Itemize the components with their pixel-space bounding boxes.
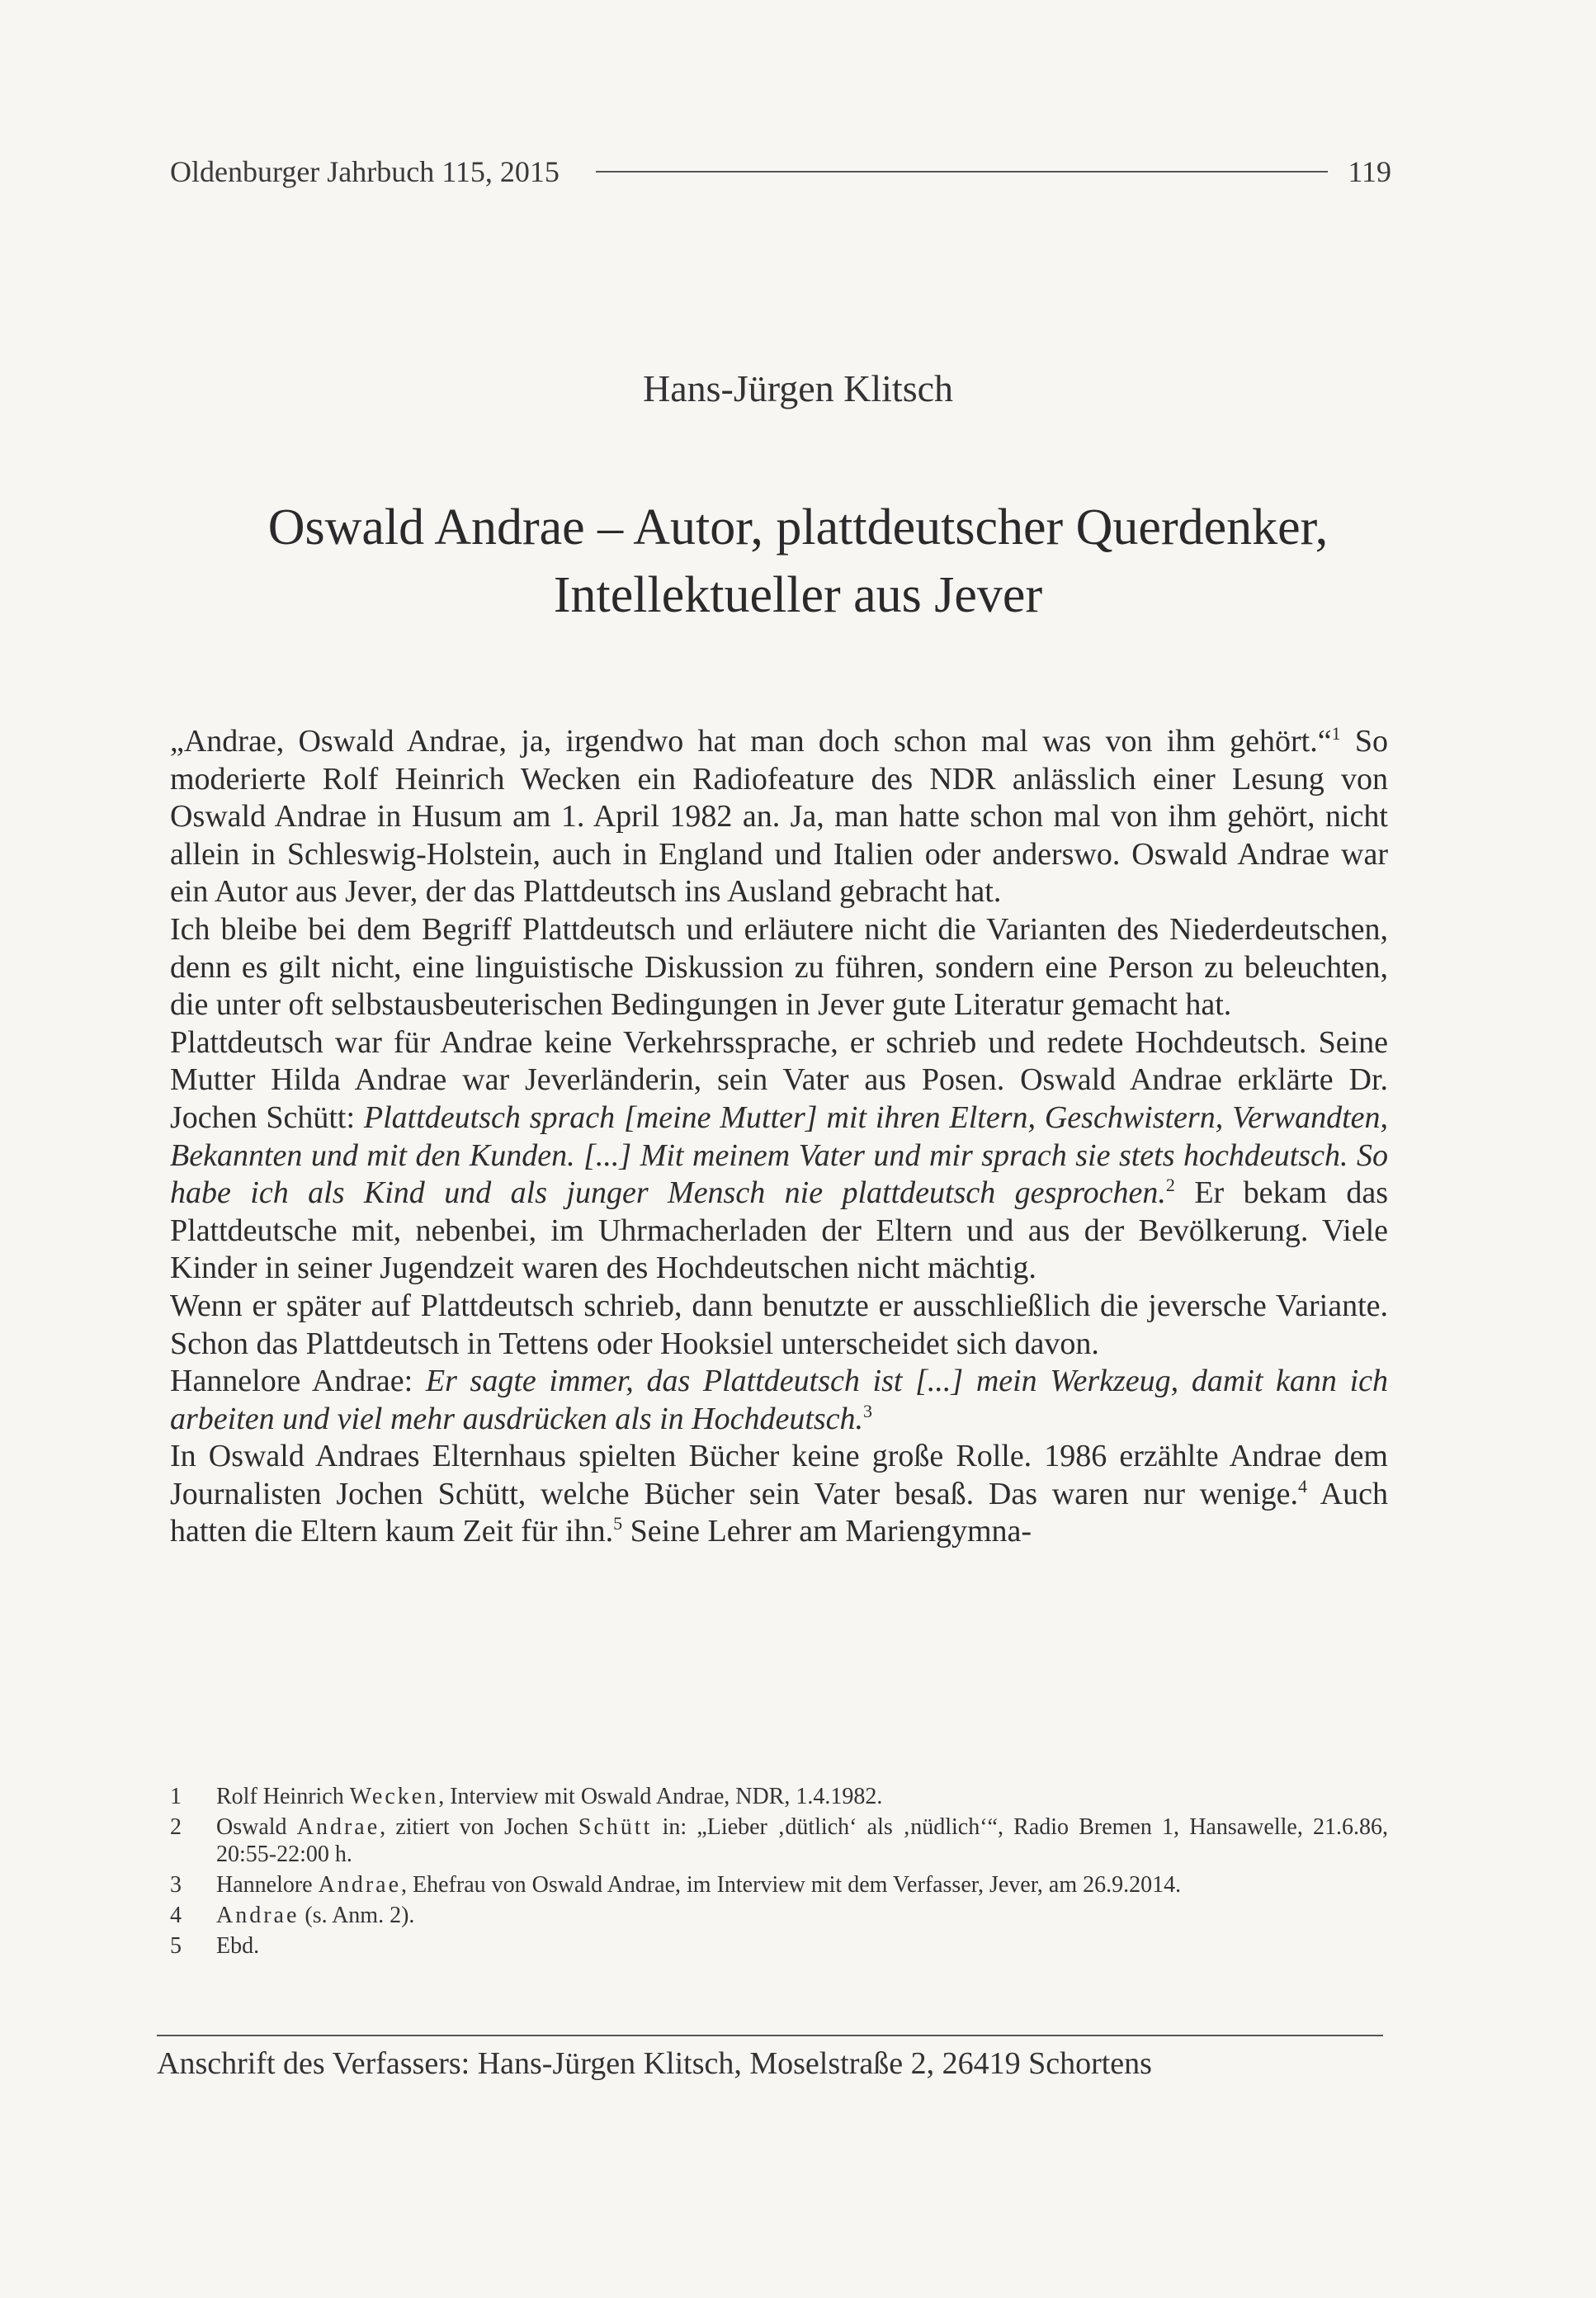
header-rule <box>596 171 1328 173</box>
paragraph-1: „Andrae, Oswald Andrae, ja, irgendwo hat man doch schon mal was von ihm gehört.“$^1$ So moderierte Rolf Heinrich Wecken ein Radiofeature des NDR anlässlich einer Lesung von Oswald Andrae in Husum am 1. April 1982 an. Ja, man hatte schon mal von ihm gehört, nicht allein in Schleswig-Holstein, auch in England und Italien oder anderswo. Oswald Andrae war ein Autor aus Jever, der das Plattdeutsch ins Ausland gebracht hat. <box>170 723 1388 910</box>
footnotes <box>170 1783 1388 1963</box>
quote: Er sagte immer, das Plattdeutsch ist [...] mein Werkzeug, damit kann ich arbeiten und viel mehr ausdrücken als in Hochdeutsch. <box>170 1364 1389 1436</box>
journal-title: Oldenburger Jahrbuch 115, 2015 <box>170 155 560 188</box>
footnote: 4 Andrae (s. Anm. 2). <box>170 1903 415 1928</box>
footnote: 1 Rolf Heinrich Wecken, Interview mit Oswald Andrae, NDR, 1.4.1982. <box>170 1784 883 1809</box>
paragraph-4: Wenn er später auf Plattdeutsch schrieb, dann benutzte er ausschließlich die jeversche Variante. Schon das Plattdeutsch in Tettens oder Hooksiel unterscheidet sich davon. <box>170 1288 1388 1361</box>
footnote-ref: 1 <box>1331 723 1341 744</box>
address-rule <box>157 2035 1383 2036</box>
footnote-ref: 5 <box>613 1513 623 1534</box>
title-line-2: Intellektueller aus Jever <box>553 567 1043 623</box>
quote: Plattdeutsch sprach [meine Mutter] mit ihren Eltern, Geschwistern, Verwandten, Bekannten und mit den Kunden. [...] Mit meinem Vater und mir sprach sie stets hochdeutsch. So habe ich als Kind und als junger Mensch nie plattdeutsch gesprochen. <box>170 1099 1388 1211</box>
running-header <box>170 147 1391 196</box>
footnote-ref: 3 <box>863 1400 873 1421</box>
paragraph-2: Ich bleibe bei dem Begriff Plattdeutsch und erläutere nicht die Varianten des Niederdeutschen, denn es gilt nicht, eine linguistische Diskussion zu führen, sondern eine Person zu beleuchten, die unter oft selbstausbeuterischen Bedingungen in Jever gute Literatur gemacht hat. <box>170 911 1388 1023</box>
page-number: 119 <box>1348 155 1391 188</box>
author-address: Anschrift des Verfassers: Hans-Jürgen Klitsch, Moselstraße 2, 26419 Schortens <box>157 2046 1152 2081</box>
article-author: Hans-Jürgen Klitsch <box>642 367 954 409</box>
paragraph-6: In Oswald Andraes Elternhaus spielten Bücher keine große Rolle. 1986 erzählte Andrae dem Journalisten Jochen Schütt, welche Bücher sein Vater besaß. Das waren nur wenige.$^4$ Auch hatten die Eltern kaum Zeit für ihn.$^5$ Seine Lehrer am Mariengymna- <box>170 1439 1388 1549</box>
footnote: 3 Hannelore Andrae, Ehefrau von Oswald Andrae, im Interview mit dem Verfasser, Jever, am 26.9.2014. <box>170 1872 1182 1898</box>
paragraph-5: Hannelore Andrae: Er sagte immer, das Plattdeutsch ist [...] mein Werkzeug, damit kann ich arbeiten und viel mehr ausdrücken als in Hochdeutsch.$^3$ <box>170 1364 1389 1436</box>
title-line-1: Oswald Andrae – Autor, plattdeutscher Querdenker, <box>267 499 1329 556</box>
article-title <box>165 494 1431 629</box>
footnote: 2 Oswald Andrae, zitiert von Jochen Schütt in: „Lieber ‚dütlich‘ als ‚nüdlich‘“, Radio Bremen 1, Hansawelle, 21.6.86, 20:55-22:00 h. <box>170 1814 1388 1867</box>
footnote-ref: 2 <box>1165 1175 1175 1196</box>
footnote: 5 Ebd. <box>170 1933 260 1959</box>
paragraph-3: Plattdeutsch war für Andrae keine Verkehrssprache, er schrieb und redete Hochdeutsch. Seine Mutter Hilda Andrae war Jeverländerin, sein Vater aus Posen. Oswald Andrae erklärte Dr. Jochen Schütt: Plattdeutsch sprach [meine Mutter] mit ihren Eltern, Geschwistern, Verwandten, Bekannten und mit den Kunden. [...] Mit meinem Vater und mir sprach sie stets hochdeutsch. So habe ich als Kind und als junger Mensch nie plattdeutsch gesprochen.$^2$ Er bekam das Plattdeutsche mit, nebenbei, im Uhrmacherladen der Eltern und aus der Bevölkerung. Viele Kinder in seiner Jugendzeit waren des Hochdeutschen nicht mächtig. <box>170 1024 1388 1286</box>
footnote-ref: 4 <box>1298 1475 1308 1497</box>
article-body <box>170 723 1388 1551</box>
